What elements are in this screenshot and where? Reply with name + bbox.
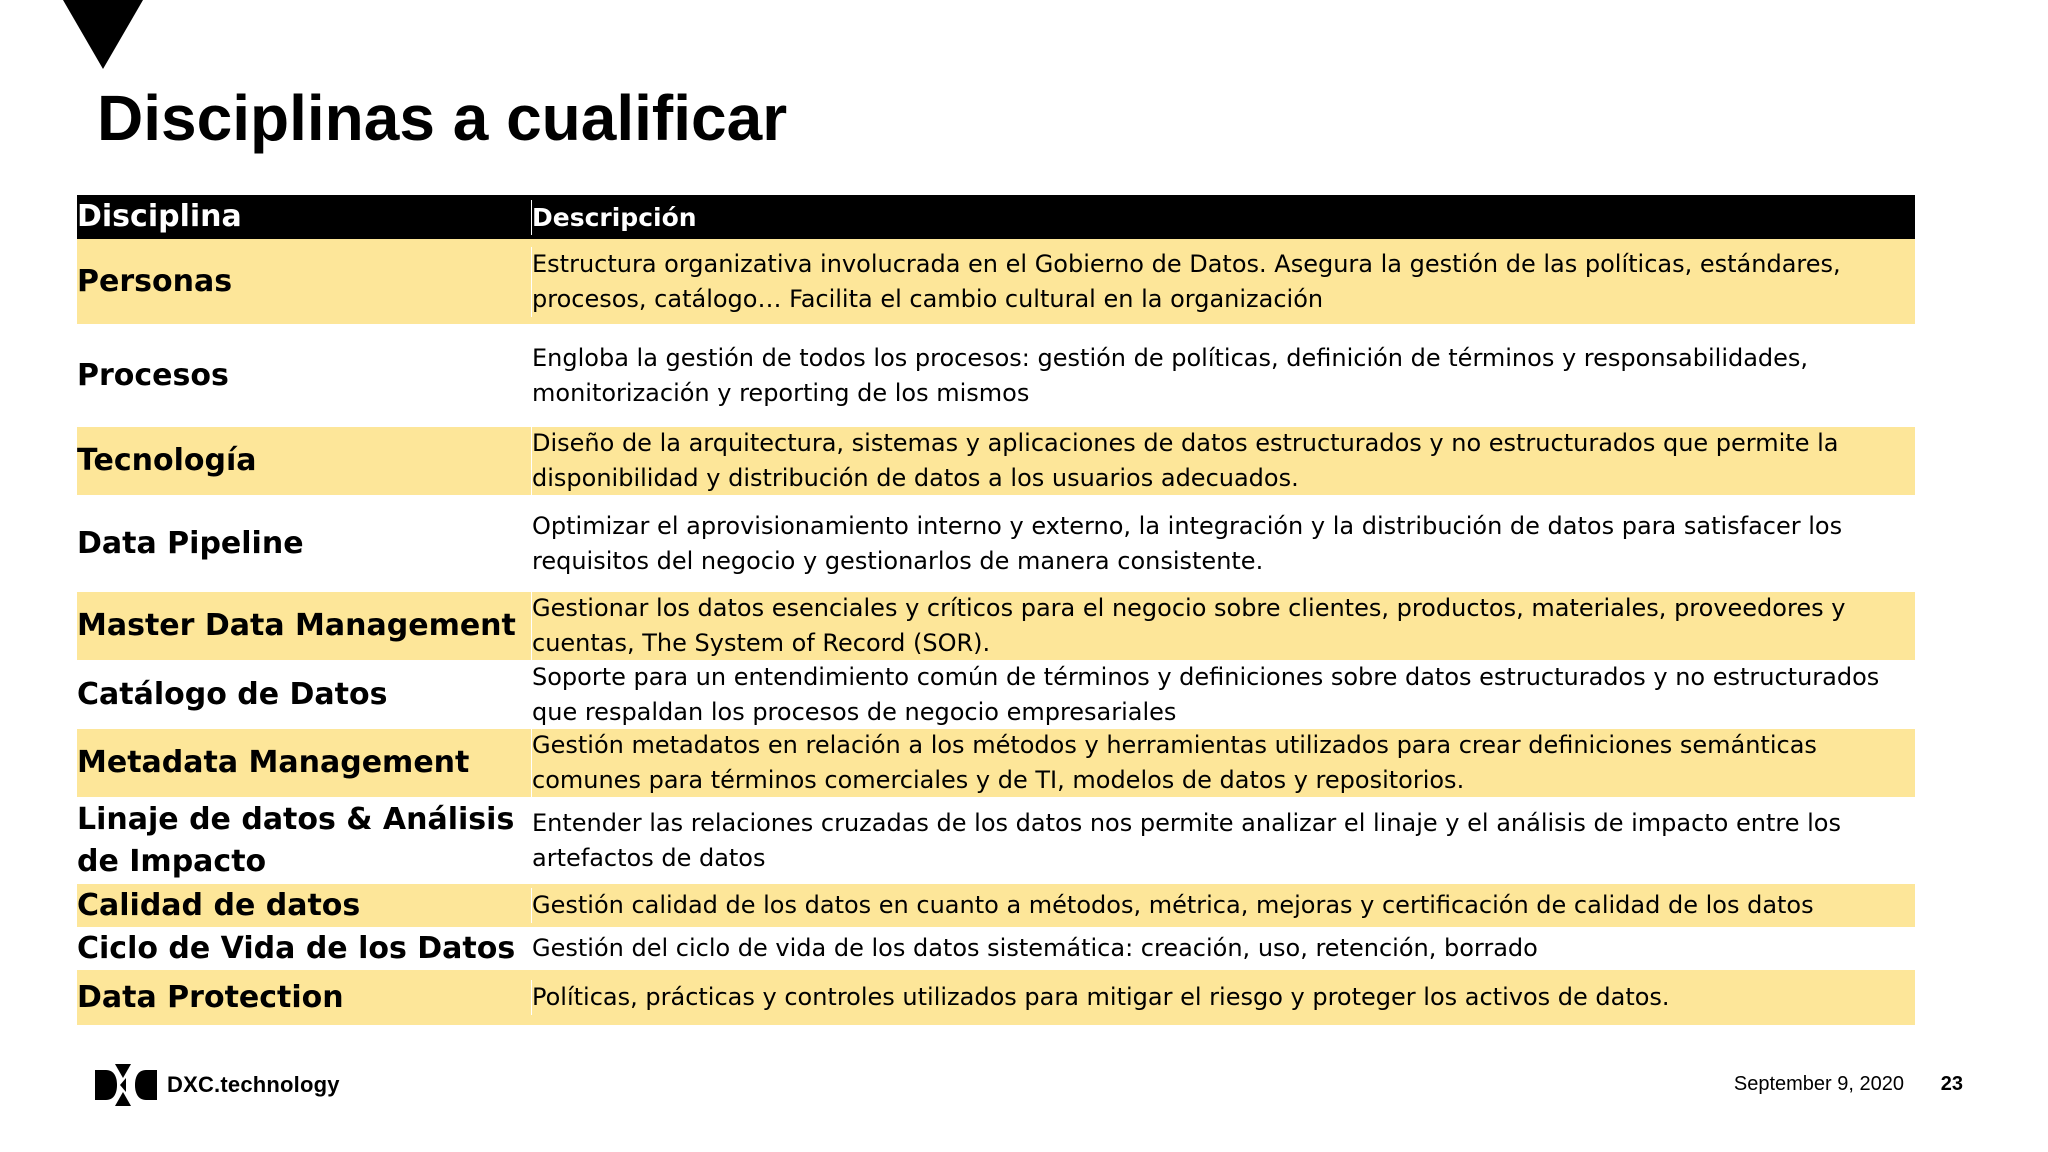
table-row: [77, 239, 1915, 324]
row-disciplina: Linaje de datos & Análisis de Impacto: [77, 801, 515, 879]
row-descripcion: Soporte para un entendimiento común de términos y definiciones sobre datos estructurados y no estructurados que respaldan los procesos de negocio empresariales: [531, 660, 1915, 730]
row-disciplina: Personas: [77, 263, 233, 299]
row-descripcion: Gestionar los datos esenciales y críticos para el negocio sobre clientes, productos, materiales, proveedores y cuentas, The System of Record (SOR).: [531, 591, 1915, 661]
table-row: [77, 495, 1915, 592]
disciplines-table: [77, 195, 1915, 1025]
table-row: [77, 884, 1915, 927]
row-descripcion: Optimizar el aprovisionamiento interno y externo, la integración y la distribución de datos para satisfacer los requisitos del negocio y gestionarlos de manera consistente.: [531, 509, 1915, 579]
dxc-logo: [95, 1064, 340, 1106]
table-row: [77, 970, 1915, 1025]
table-row: [77, 927, 1915, 970]
table-header-row: [77, 195, 1915, 239]
footer-date: September 9, 2020: [1733, 1073, 1904, 1095]
row-descripcion: Gestión metadatos en relación a los métodos y herramientas utilizados para crear definiciones semánticas comunes para términos comerciales y de TI, modelos de datos y repositorios.: [531, 728, 1915, 798]
row-disciplina: Master Data Management: [77, 608, 516, 643]
row-descripcion: Entender las relaciones cruzadas de los datos nos permite analizar el linaje y el análisis de impacto entre los artefactos de datos: [531, 806, 1915, 876]
row-disciplina: Ciclo de Vida de los Datos: [77, 930, 516, 966]
row-disciplina: Data Pipeline: [77, 525, 304, 561]
row-disciplina: Calidad de datos: [77, 887, 361, 923]
row-descripcion: Diseño de la arquitectura, sistemas y aplicaciones de datos estructurados y no estructurados que permite la disponibilidad y distribución de datos a los usuarios adecuados.: [531, 426, 1915, 496]
page-number: 23: [1940, 1073, 1963, 1095]
table-row: [77, 592, 1915, 660]
row-disciplina: Data Protection: [77, 979, 344, 1015]
row-disciplina: Catálogo de Datos: [77, 676, 388, 712]
page-title: Disciplinas a cualificar: [97, 82, 788, 154]
logo-text: DXC.technology: [167, 1072, 340, 1097]
dxc-logo-icon: [95, 1064, 159, 1106]
header-disciplina: Disciplina: [77, 199, 242, 234]
table-row: [77, 729, 1915, 797]
corner-triangle-decoration: [63, 0, 143, 69]
table-row: [77, 660, 1915, 729]
table-row: [77, 427, 1915, 495]
row-disciplina: Tecnología: [77, 443, 257, 478]
table-row: [77, 797, 1915, 884]
row-descripcion: Estructura organizativa involucrada en el Gobierno de Datos. Asegura la gestión de las políticas, estándares, procesos, catálogo… Facilita el cambio cultural en la organización: [531, 247, 1915, 317]
row-descripcion: Gestión calidad de los datos en cuanto a métodos, métrica, mejoras y certificación de calidad de los datos: [531, 888, 1915, 923]
row-descripcion: Gestión del ciclo de vida de los datos sistemática: creación, uso, retención, borrado: [531, 931, 1915, 966]
row-descripcion: Engloba la gestión de todos los procesos: gestión de políticas, definición de términos y responsabilidades, monitorización y reporting de los mismos: [531, 341, 1915, 411]
row-disciplina: Metadata Management: [77, 745, 470, 780]
header-descripcion: Descripción: [531, 200, 1915, 235]
row-disciplina: Procesos: [77, 357, 229, 393]
table-row: [77, 324, 1915, 427]
row-descripcion: Políticas, prácticas y controles utilizados para mitigar el riesgo y proteger los activos de datos.: [531, 980, 1915, 1015]
